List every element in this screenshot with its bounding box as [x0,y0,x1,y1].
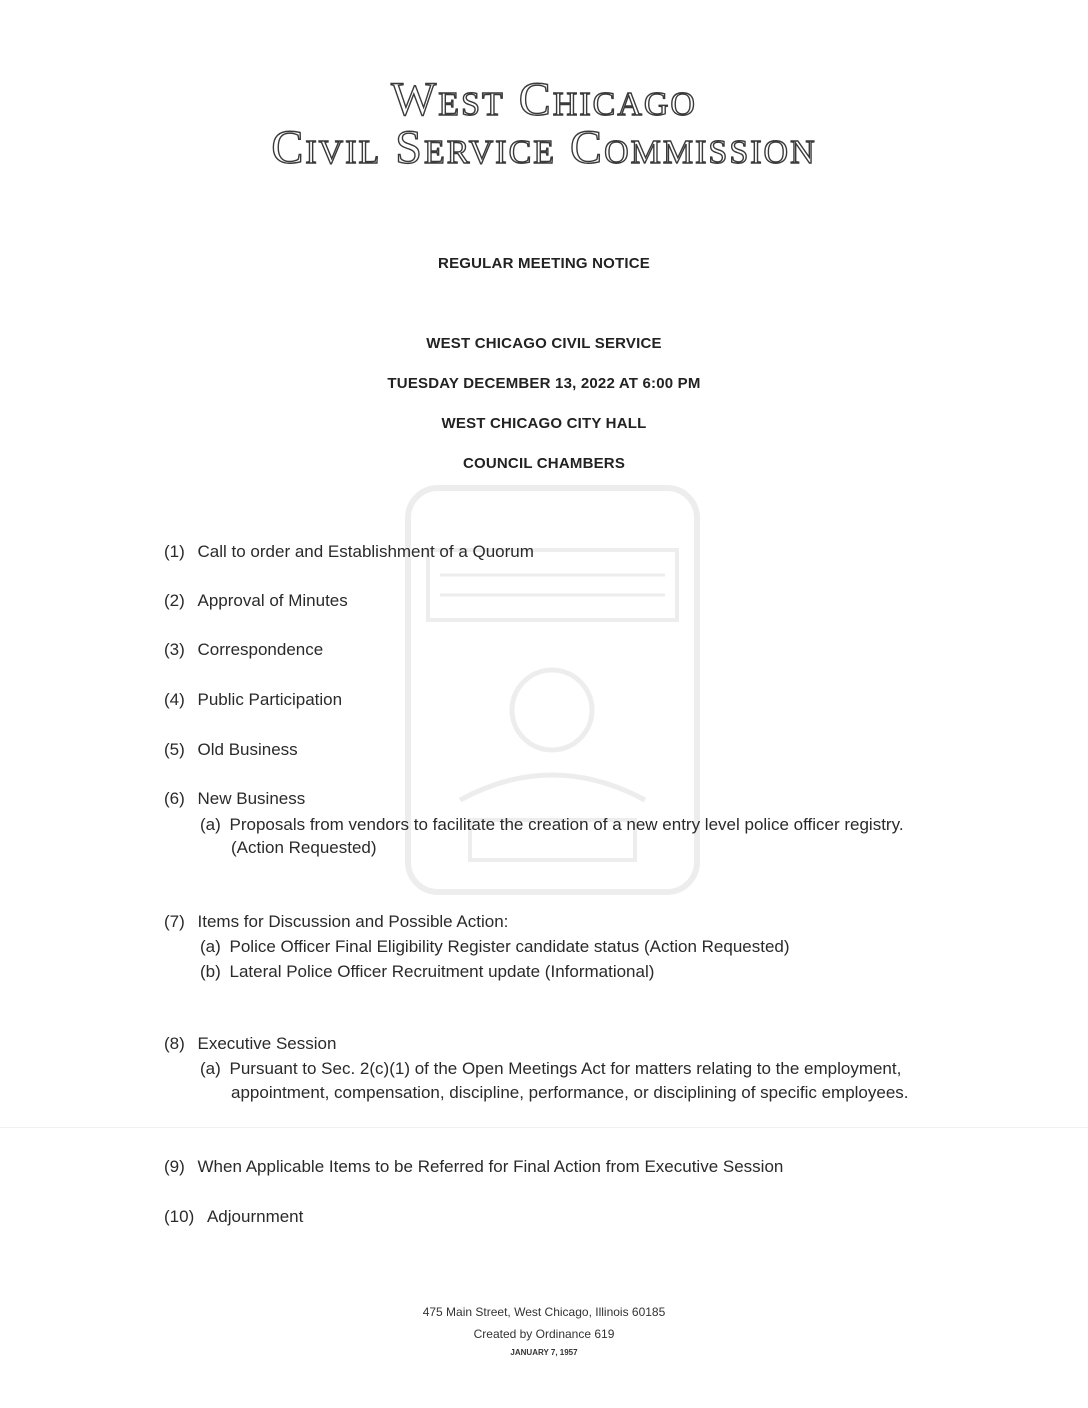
agenda-item-3 [164,640,323,660]
agenda-item-9 [164,1157,783,1177]
agenda-item-5 [164,740,298,760]
sub-item-label: (a) [200,1059,221,1078]
agenda-item-6 [164,789,305,809]
agenda-item-8a [200,1059,901,1079]
agenda-item-6a [200,815,904,835]
notice-date-time: TUESDAY DECEMBER 13, 2022 AT 6:00 PM [387,375,701,392]
agenda-item-text: Executive Session [197,1034,337,1053]
agenda-item-4 [164,690,342,710]
notice-heading: REGULAR MEETING NOTICE [438,255,650,272]
sub-item-text: Lateral Police Officer Recruitment update (Informational) [229,962,655,981]
agenda-item-text: Old Business [197,740,298,759]
agenda-item-6a-continuation: (Action Requested) [231,838,377,857]
agenda-item-text: Call to order and Establishment of a Quorum [197,542,534,561]
agenda-item-number: (8) [164,1034,185,1053]
agenda-item-10 [164,1207,303,1227]
agenda-item-number: (6) [164,789,185,808]
footer-ordinance: Created by Ordinance 619 [473,1327,615,1341]
footer-date: JANUARY 7, 1957 [510,1348,578,1357]
notice-room: COUNCIL CHAMBERS [462,455,626,472]
agenda-item-1 [164,542,534,562]
scan-artifact-line [0,1127,1088,1128]
agenda-item-8a-continuation: appointment, compensation, discipline, performance, or disciplining of specific employees. [231,1083,909,1102]
agenda-item-text: When Applicable Items to be Referred for Final Action from Executive Session [197,1157,784,1176]
agenda-item-7b [200,962,654,982]
agenda-item-7a [200,937,790,957]
agenda-item-text: Items for Discussion and Possible Action: [197,912,509,931]
agenda-item-text: Approval of Minutes [197,591,348,610]
notice-location: WEST CHICAGO CITY HALL [441,415,647,432]
agenda-item-number: (5) [164,740,185,759]
agenda-item-7 [164,912,508,932]
agenda-item-2 [164,591,348,611]
notice-body-name: WEST CHICAGO CIVIL SERVICE [426,335,662,352]
sub-item-text: Proposals from vendors to facilitate the creation of a new entry level police officer registry. [229,815,904,834]
agenda-item-number: (2) [164,591,185,610]
agenda-item-text: Public Participation [197,690,343,709]
agenda-item-text: Adjournment [206,1207,304,1226]
agenda-item-number: (1) [164,542,185,561]
agenda-item-text: Correspondence [197,640,324,659]
sub-item-label: (a) [200,815,221,834]
agenda-item-number: (9) [164,1157,185,1176]
sub-item-text: Pursuant to Sec. 2(c)(1) of the Open Meetings Act for matters relating to the employment, [229,1059,902,1078]
agenda-item-number: (7) [164,912,185,931]
title-line-2: Civil Service Commission [271,121,817,174]
agenda-item-text: New Business [197,789,306,808]
sub-item-label: (a) [200,937,221,956]
agenda-item-number: (4) [164,690,185,709]
sub-item-text: Police Officer Final Eligibility Register candidate status (Action Requested) [229,937,790,956]
agenda-item-number: (3) [164,640,185,659]
sub-item-label: (b) [200,962,221,981]
agenda-item-8 [164,1034,336,1054]
agenda-item-number: (10) [164,1207,195,1226]
title-line-1: West Chicago [391,73,697,126]
footer-address: 475 Main Street, West Chicago, Illinois 60185 [422,1305,666,1319]
